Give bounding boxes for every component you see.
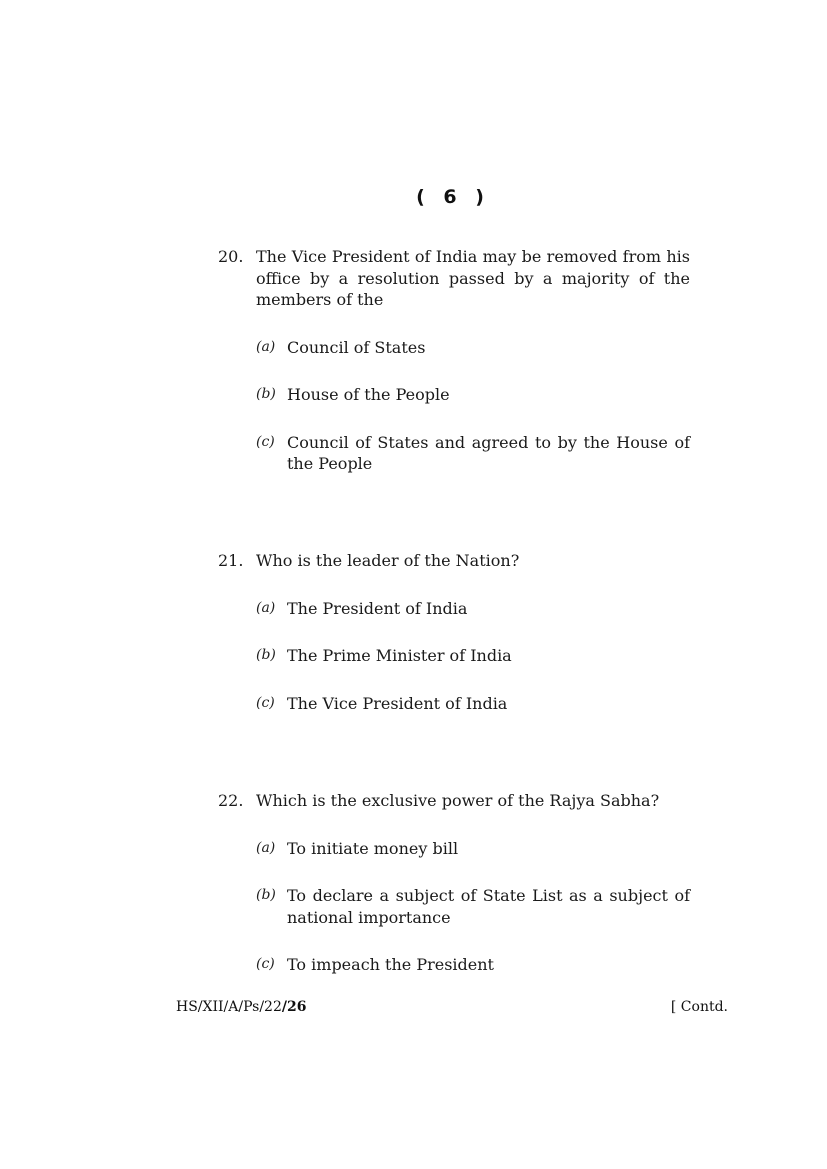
option-b [256, 885, 690, 928]
question-22 [218, 790, 690, 976]
question-number: 21. [218, 551, 244, 570]
option-text: Council of States and agreed to by the House of the People [287, 432, 690, 473]
option-b [256, 384, 690, 406]
question-number: 20. [218, 247, 244, 266]
option-text: House of the People [287, 385, 450, 404]
question-stem [218, 550, 690, 572]
option-a [256, 598, 690, 620]
question-number: 22. [218, 791, 244, 810]
option-c [256, 954, 690, 976]
option-text: The President of India [287, 598, 468, 618]
option-label: (b) [256, 386, 276, 402]
options-list [256, 598, 690, 715]
option-text: To impeach the President [287, 955, 494, 974]
option-label: (a) [256, 338, 276, 355]
option-label: (b) [256, 647, 276, 663]
option-text: The Vice President of India [287, 693, 508, 713]
option-text: Council of States [287, 337, 426, 357]
question-stem [218, 246, 690, 311]
paper-code-prefix: HS/XII/A/Ps/22 [176, 999, 282, 1015]
option-label: (a) [256, 599, 276, 616]
paper-code-suffix: /26 [281, 999, 307, 1015]
question-text: The Vice President of India may be removed from his office by a resolution passed by a majority of the members of the [256, 247, 690, 309]
option-c [256, 693, 690, 715]
option-text: To initiate money bill [287, 838, 459, 858]
option-label: (a) [256, 839, 276, 856]
options-list [256, 337, 690, 475]
question-text: Who is the leader of the Nation? [256, 551, 520, 570]
options-list [256, 838, 690, 976]
option-label: (b) [256, 887, 276, 903]
option-label: (c) [256, 694, 275, 711]
option-a [256, 838, 690, 860]
question-20 [218, 246, 690, 475]
option-c [256, 432, 690, 475]
option-text: To declare a subject of State List as a subject of national importance [287, 886, 690, 927]
question-text: Which is the exclusive power of the Rajya Sabha? [256, 791, 660, 810]
option-label: (c) [256, 433, 275, 450]
paper-code [176, 999, 306, 1015]
option-text: The Prime Minister of India [287, 646, 512, 665]
question-21 [218, 550, 690, 714]
continued-marker: [ Contd. [670, 999, 728, 1015]
option-b [256, 645, 690, 667]
page-number: ( 6 ) [416, 186, 490, 208]
question-stem [218, 790, 690, 812]
option-label: (c) [256, 956, 275, 972]
option-a [256, 337, 690, 359]
